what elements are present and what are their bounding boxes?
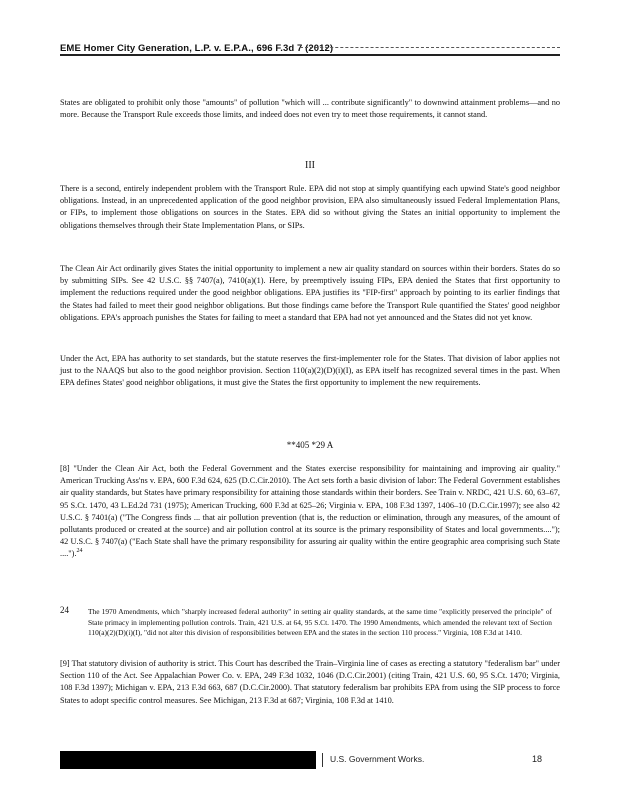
paragraph-division-of-labor: [60, 463, 560, 561]
section-heading: III: [305, 160, 315, 171]
footer-redaction-bar: [60, 751, 316, 769]
footer-divider: [322, 753, 323, 767]
page-number: 18: [532, 754, 543, 764]
paragraph-second-problem: There is a second, entirely independent problem with the Transport Rule. EPA did not stop at simply quantifying each upwind State's good neighbor obligations. Instead, in an unprecedented application of the good neighbor provision, EPA also simultaneously issued Federal Implementation Plans, or FIPs, to implement those obligations on sources in the States. EPA did so without giving the States an initial opportunity to implement the obligations themselves through their State Implementation Plans, or SIPs.: [60, 184, 560, 230]
paragraph-intro: States are obligated to prohibit only those "amounts" of pollution "which will ... contribute significantly" to downwind attainment problems—and no more. Because the Transport Rule exceeds those limits, and indeed does not even try to meet those requirements, it cannot stand.: [60, 98, 560, 120]
subsection-heading: **405 *29 A: [286, 440, 334, 450]
document-header-title: EME Homer City Generation, L.P. v. E.P.A., 696 F.3d 7 (2012): [60, 43, 334, 54]
header-scan-artifact: [300, 47, 560, 48]
paragraph-under-the-act: Under the Act, EPA has authority to set standards, but the statute reserves the first-implementer role for the States. That division of labor applies not just to the NAAQS but also to the good neighbor provision. Section 110(a)(2)(D)(i)(I), as EPA itself has recognized several times in the past. When EPA defines States' good neighbor obligations, it must give the States the first opportunity to implement the new requirements.: [60, 354, 560, 388]
footer-source-text: U.S. Government Works.: [330, 754, 425, 764]
header-rule: [60, 54, 560, 56]
footnote-number: 24: [60, 605, 69, 615]
paragraph-clean-air-act: The Clean Air Act ordinarily gives States the initial opportunity to implement a new air quality standard on sources within their borders. States do so by submitting SIPs. See 42 U.S.C. §§ 7407(a), 7410(a)(1). Here, by preemptively issuing FIPs, EPA denied the States that first opportunity to implement the reductions required under the good neighbor obligations. EPA justifies its "FIP-first" approach by pointing to its earlier findings that the States had failed to meet their good neighbor obligations. But those findings came before the Transport Rule quantified the States' good neighbor obligations. EPA's approach punishes the States for failing to meet a standard that EPA had not yet announced and the States did not yet know.: [60, 264, 560, 322]
paragraph-statutory-division: [9] That statutory division of authority is strict. This Court has described the Train–Virginia line of cases as erecting a statutory "federalism bar" under Section 110 of the Act. See Appalachian Power Co. v. EPA, 249 F.3d 1032, 1046 (D.C.Cir.2001) (citing Train, 421 U.S. 60, 95 S.Ct. 1470; Virginia, 108 F.3d 1397); Michigan v. EPA, 213 F.3d 663, 687 (D.C.Cir.2000). That statutory federalism bar prohibits EPA from using the SIP process to force States to adopt specific control measures. See Michigan, 213 F.3d at 687; Virginia, 108 F.3d at 1410.: [60, 659, 560, 705]
footnote-reference[interactable]: 24: [76, 548, 83, 555]
paragraph-division-of-labor-text: [8] "Under the Clean Air Act, both the Federal Government and the States exercise responsibility for maintaining and improving air quality." American Trucking Ass'ns v. EPA, 600 F.3d 624, 625 (D.C.Cir.2010). The Act sets forth a basic division of labor: The Federal Government establishes air quality standards, but States have primary responsibility for attaining those standards within their borders. See Train v. NRDC, 421 U.S. 60, 63–67, 95 S.Ct. 1470, 43 L.Ed.2d 731 (1975); American Trucking, 600 F.3d at 625–26; Virginia v. EPA, 108 F.3d 1397, 1406–10 (D.C.Cir.1997); see also 42 U.S.C. § 7401(a) ("The Congress finds ... that air pollution prevention (that is, the reduction or elimination, through any measures, of the amount of pollutants produced or created at the source) and air pollution control at its source is the primary responsibility of States and local governments...."); 42 U.S.C. § 7407(a) ("Each State shall have the primary responsibility for assuring air quality within the entire geographic area comprising such State ....").: [60, 464, 560, 559]
footnote-text: The 1970 Amendments, which "sharply increased federal authority" in setting air quality standards, at the same time "explicitly preserved the principle" of State primacy in implementing pollution controls. Train, 421 U.S. at 64, 95 S.Ct. 1470. The 1990 Amendments, which amended the relevant text of Section 110(a)(2)(D)(i)(I), "did not alter this division of responsibilities between EPA and the states in the section 110 process." Virginia, 108 F.3d at 1410.: [88, 607, 552, 638]
